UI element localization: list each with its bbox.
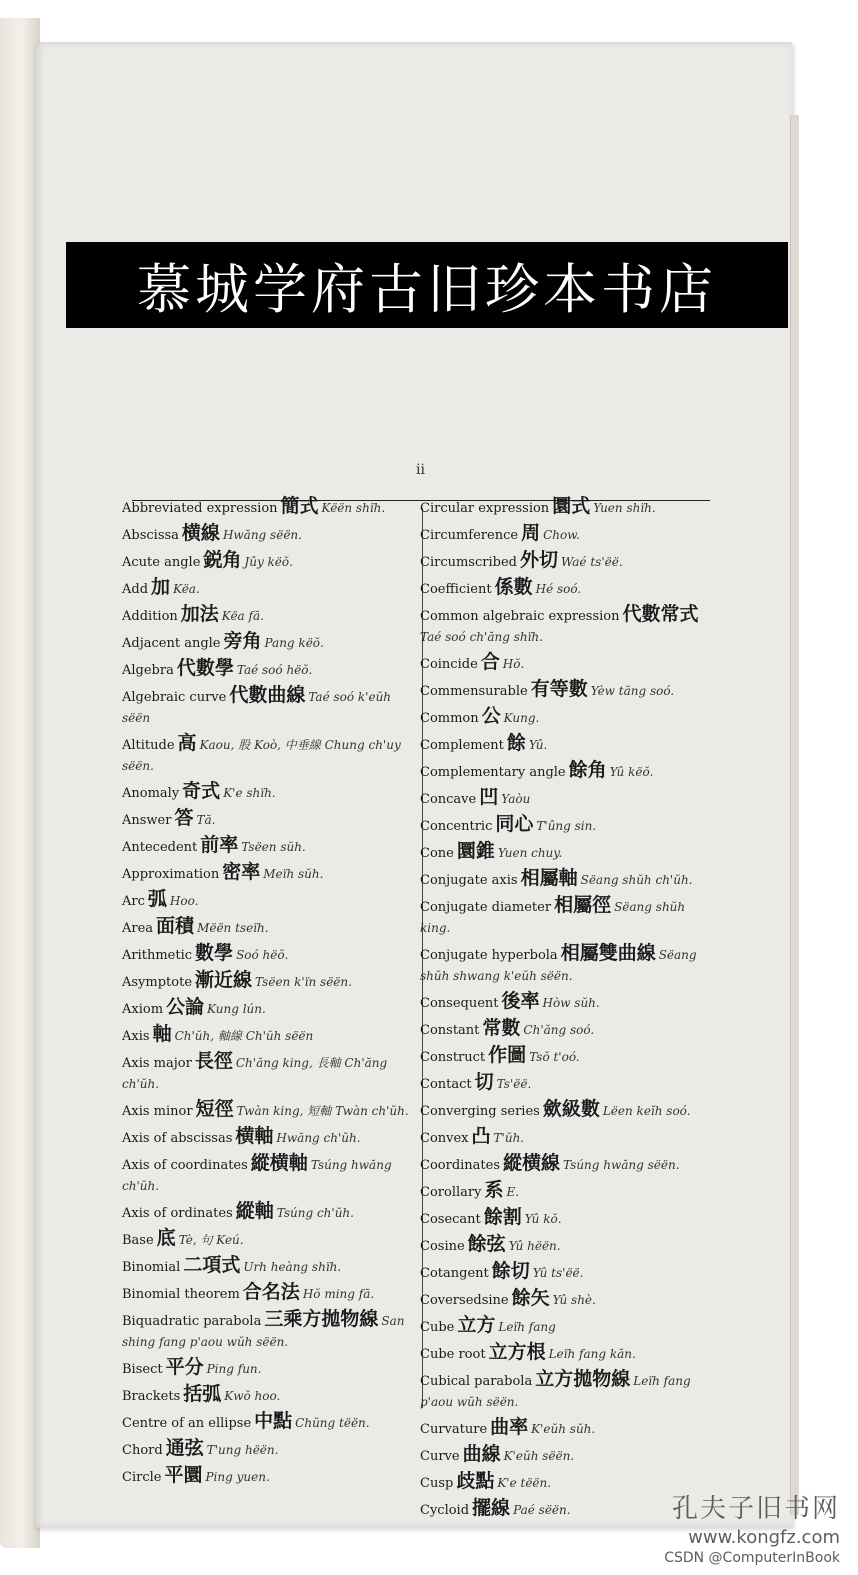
entry-chinese: 曲率 [490, 1416, 529, 1438]
glossary-entry [420, 731, 715, 758]
entry-english: Add [122, 582, 149, 597]
entry-romanization: Tsëen sŭh. [241, 840, 306, 854]
glossary-entry [122, 1280, 422, 1307]
entry-chinese: 切 [474, 1071, 494, 1093]
entry-chinese: 餘弦 [467, 1233, 506, 1255]
entry-chinese: 相屬雙曲線 [560, 942, 656, 964]
entry-romanization: Tsúng hwăng sëën. [563, 1158, 680, 1172]
glossary-entry [122, 941, 422, 968]
entry-romanization: Lëen keĭh soó. [602, 1104, 691, 1118]
entry-chinese: 餘 [506, 732, 526, 754]
entry-romanization: Chow. [543, 528, 580, 542]
glossary-entry [122, 1436, 422, 1463]
glossary-entry [122, 1124, 422, 1151]
entry-romanization: Tsŏ t'oó. [529, 1050, 580, 1064]
glossary-entry [420, 1259, 715, 1286]
glossary-entry [122, 1253, 422, 1280]
entry-romanization: Meïh sŭh. [263, 867, 324, 881]
glossary-left-column [122, 494, 422, 1490]
glossary-entry [122, 656, 422, 683]
entry-romanization: Tă. [196, 813, 216, 827]
entry-romanization: Sëang shŭh king. [420, 900, 686, 935]
glossary-entry [420, 989, 715, 1016]
glossary-entry [122, 806, 422, 833]
entry-romanization: K'eŭh sŭh. [531, 1422, 596, 1436]
glossary-entry [420, 1151, 715, 1178]
entry-english: Commensurable [420, 684, 528, 699]
glossary-entry [122, 914, 422, 941]
entry-chinese: 鋭角 [203, 549, 242, 571]
entry-english: Base [122, 1233, 154, 1248]
entry-chinese: 餘切 [491, 1260, 530, 1282]
entry-chinese: 代數學 [176, 657, 234, 679]
entry-english: Circle [122, 1470, 162, 1485]
entry-english: Curve [420, 1449, 460, 1464]
entry-english: Algebra [122, 663, 174, 678]
entry-english: Cycloid [420, 1503, 470, 1518]
entry-chinese: 横線 [181, 522, 220, 544]
entry-romanization: K'eŭh sëën. [503, 1449, 575, 1463]
entry-chinese: 弧 [147, 888, 167, 910]
entry-romanization: Ts'ëë. [496, 1077, 532, 1091]
glossary-entry [420, 1313, 715, 1340]
entry-english: Cusp [420, 1476, 454, 1491]
entry-romanization: Kaou, 股 Koò, 中垂線 Chung ch'uy sëën. [122, 738, 401, 773]
entry-english: Abbreviated expression [122, 501, 278, 516]
entry-english: Cube [420, 1320, 455, 1335]
entry-chinese: 短徑 [195, 1098, 234, 1120]
entry-chinese: 凹 [479, 786, 499, 808]
entry-english: Cosecant [420, 1212, 481, 1227]
entry-romanization: Hòw sŭh. [542, 996, 600, 1010]
entry-romanization: Twàn king, 短軸 Twàn ch'ŭh. [236, 1104, 409, 1118]
entry-romanization: Yû hëën. [508, 1239, 561, 1253]
glossary-entry [420, 494, 715, 521]
glossary-entry [420, 677, 715, 704]
entry-chinese: 相屬軸 [520, 867, 578, 889]
entry-romanization: San shing fang p'aou wŭh sëën. [122, 1314, 405, 1349]
shop-banner: 慕城学府古旧珍本书店 [66, 242, 788, 328]
entry-chinese: 平圜 [164, 1464, 203, 1486]
entry-chinese: 高 [177, 732, 197, 754]
entry-english: Binomial theorem [122, 1287, 240, 1302]
entry-romanization: Mëën tseïh. [197, 921, 269, 935]
entry-romanization: Leïh fang [498, 1320, 556, 1334]
glossary-entry [420, 1415, 715, 1442]
entry-chinese: 相屬徑 [554, 894, 612, 916]
entry-english: Anomaly [122, 786, 180, 801]
entry-english: Converging series [420, 1104, 540, 1119]
entry-chinese: 常數 [482, 1017, 521, 1039]
entry-chinese: 歛級數 [542, 1098, 600, 1120]
entry-romanization: Yû kŏ. [524, 1212, 562, 1226]
entry-chinese: 圜錐 [456, 840, 495, 862]
entry-english: Chord [122, 1443, 163, 1458]
entry-chinese: 餘割 [483, 1206, 522, 1228]
entry-english: Centre of an ellipse [122, 1416, 252, 1431]
entry-english: Axis of abscissas [122, 1131, 233, 1146]
glossary-entry [420, 548, 715, 575]
entry-romanization: Këa. [173, 582, 200, 596]
entry-romanization: Tsúng hwăng ch'ŭh. [122, 1158, 392, 1193]
entry-chinese: 縱横線 [503, 1152, 561, 1174]
glossary-entry [122, 1049, 422, 1097]
entry-english: Coincide [420, 657, 478, 672]
entry-romanization: Taé soó hëŏ. [236, 663, 313, 677]
entry-english: Cube root [420, 1347, 486, 1362]
entry-romanization: E. [506, 1185, 520, 1199]
entry-romanization: Yuen shïh. [593, 501, 656, 515]
entry-english: Arc [122, 894, 145, 909]
entry-romanization: Ping yuen. [205, 1470, 270, 1484]
entry-english: Complement [420, 738, 504, 753]
entry-english: Construct [420, 1050, 486, 1065]
entry-romanization: Chŭng tëën. [295, 1416, 370, 1430]
entry-chinese: 系 [484, 1179, 504, 1201]
entry-chinese: 歧點 [456, 1470, 495, 1492]
entry-chinese: 係數 [494, 576, 533, 598]
entry-english: Conjugate diameter [420, 900, 552, 915]
entry-chinese: 平分 [165, 1356, 204, 1378]
entry-romanization: T'ŭh. [493, 1131, 525, 1145]
entry-english: Complementary angle [420, 765, 566, 780]
glossary-entry [122, 1151, 422, 1199]
entry-chinese: 面積 [156, 915, 195, 937]
entry-english: Arithmetic [122, 948, 193, 963]
glossary-entry [122, 779, 422, 806]
glossary-entry [420, 866, 715, 893]
glossary-entry [420, 1340, 715, 1367]
entry-chinese: 加 [151, 576, 171, 598]
glossary-entry [420, 1232, 715, 1259]
entry-english: Bisect [122, 1362, 163, 1377]
glossary-entry [420, 1178, 715, 1205]
entry-english: Convex [420, 1131, 469, 1146]
entry-romanization: Yèw tăng soó. [590, 684, 675, 698]
entry-romanization: Hoo. [169, 894, 199, 908]
glossary-entry [122, 1382, 422, 1409]
glossary-entry [420, 602, 715, 650]
glossary-entry [122, 1226, 422, 1253]
entry-english: Circular expression [420, 501, 550, 516]
glossary-entry [420, 785, 715, 812]
glossary-entry [420, 941, 715, 989]
entry-chinese: 通弦 [165, 1437, 204, 1459]
glossary-entry [420, 1124, 715, 1151]
glossary-entry [122, 575, 422, 602]
entry-english: Constant [420, 1023, 480, 1038]
entry-chinese: 長徑 [194, 1050, 233, 1072]
entry-english: Cubical parabola [420, 1374, 533, 1389]
watermark-site-name: 孔夫子旧书网 [671, 1494, 840, 1524]
entry-romanization: Sëang shŭh shwang k'eŭh sëën. [420, 948, 697, 983]
glossary-entry [122, 1022, 422, 1049]
entry-english: Circumference [420, 528, 519, 543]
entry-chinese: 曲線 [462, 1443, 501, 1465]
entry-english: Altitude [122, 738, 175, 753]
entry-chinese: 底 [156, 1227, 176, 1249]
glossary-entry [122, 602, 422, 629]
entry-english: Conjugate axis [420, 873, 518, 888]
entry-romanization: Këën shïh. [321, 501, 386, 515]
glossary-entry [122, 995, 422, 1022]
glossary-entry [122, 731, 422, 779]
entry-romanization: K'e shïh. [223, 786, 276, 800]
entry-romanization: Waé ts'ëë. [560, 555, 623, 569]
glossary-entry [122, 887, 422, 914]
entry-english: Coefficient [420, 582, 492, 597]
entry-english: Coversedsine [420, 1293, 509, 1308]
entry-english: Cone [420, 846, 454, 861]
entry-romanization: Tsëen k'ïn sëën. [255, 975, 352, 989]
entry-english: Common algebraic expression [420, 609, 620, 624]
entry-english: Algebraic curve [122, 690, 227, 705]
entry-romanization: Hŏ ming fă. [302, 1287, 375, 1301]
glossary-entry [420, 1016, 715, 1043]
entry-english: Concentric [420, 819, 493, 834]
glossary-entry [420, 1442, 715, 1469]
glossary-entry [122, 1409, 422, 1436]
watermark [620, 1488, 840, 1566]
entry-chinese: 横軸 [235, 1125, 274, 1147]
entry-romanization: Yaòu [501, 792, 531, 806]
entry-chinese: 公 [481, 705, 501, 727]
entry-english: Axiom [122, 1002, 164, 1017]
entry-romanization: Tsúng ch'ŭh. [276, 1206, 354, 1220]
entry-romanization: Leïh fang p'aou wŭh sëën. [420, 1374, 691, 1409]
glossary-entry [122, 1307, 422, 1355]
glossary-entry [122, 1355, 422, 1382]
entry-romanization: Hé soó. [535, 582, 582, 596]
entry-chinese: 二項式 [183, 1254, 241, 1276]
entry-english: Common [420, 711, 479, 726]
entry-romanization: Pang këŏ. [264, 636, 324, 650]
glossary-entry [122, 1097, 422, 1124]
entry-chinese: 答 [174, 807, 194, 829]
entry-romanization: Yû këŏ. [609, 765, 654, 779]
entry-romanization: Kwŏ hoo. [224, 1389, 281, 1403]
entry-romanization: Soó hëŏ. [236, 948, 289, 962]
entry-english: Curvature [420, 1422, 488, 1437]
glossary-entry [122, 548, 422, 575]
glossary-entry [420, 1070, 715, 1097]
entry-romanization: Ping fun. [206, 1362, 262, 1376]
entry-chinese: 公論 [166, 996, 205, 1018]
entry-chinese: 代數常式 [622, 603, 699, 625]
glossary-entry [420, 1367, 715, 1415]
glossary-entry [420, 650, 715, 677]
entry-english: Axis [122, 1029, 150, 1044]
glossary-entry [420, 575, 715, 602]
glossary-entry [420, 1097, 715, 1124]
glossary-entry [122, 494, 422, 521]
glossary-entry [122, 629, 422, 656]
entry-chinese: 同心 [495, 813, 534, 835]
entry-chinese: 數學 [195, 942, 234, 964]
entry-english: Cotangent [420, 1266, 489, 1281]
entry-chinese: 漸近線 [195, 969, 253, 991]
entry-english: Binomial [122, 1260, 181, 1275]
glossary-entry [420, 521, 715, 548]
entry-romanization: Kung. [503, 711, 540, 725]
entry-chinese: 代數曲線 [229, 684, 306, 706]
entry-english: Axis major [122, 1056, 192, 1071]
glossary-entry [122, 833, 422, 860]
entry-chinese: 縱軸 [235, 1200, 274, 1222]
entry-romanization: Leïh fang kăn. [548, 1347, 636, 1361]
entry-english: Corollary [420, 1185, 482, 1200]
glossary-entry [122, 860, 422, 887]
glossary-entry [122, 968, 422, 995]
entry-english: Approximation [122, 867, 220, 882]
entry-romanization: Yuen chuy. [497, 846, 563, 860]
entry-chinese: 餘矢 [511, 1287, 550, 1309]
entry-romanization: T'ûng sin. [536, 819, 597, 833]
glossary-entry [420, 812, 715, 839]
entry-english: Coordinates [420, 1158, 501, 1173]
entry-english: Abscissa [122, 528, 179, 543]
glossary-entry [122, 1463, 422, 1490]
entry-chinese: 軸 [152, 1023, 172, 1045]
watermark-url: www.kongfz.com [688, 1527, 840, 1548]
glossary-entry [420, 758, 715, 785]
entry-chinese: 加法 [180, 603, 219, 625]
entry-chinese: 立方根 [488, 1341, 546, 1363]
entry-chinese: 外切 [519, 549, 558, 571]
entry-romanization: Yû ts'ëë. [532, 1266, 584, 1280]
entry-chinese: 後率 [501, 990, 540, 1012]
entry-chinese: 擺線 [472, 1497, 511, 1519]
entry-english: Axis of coordinates [122, 1158, 248, 1173]
entry-english: Contact [420, 1077, 472, 1092]
entry-english: Biquadratic parabola [122, 1314, 262, 1329]
entry-romanization: T'ung hëën. [206, 1443, 279, 1457]
entry-chinese: 旁角 [223, 630, 262, 652]
entry-chinese: 奇式 [182, 780, 221, 802]
entry-romanization: Yû. [528, 738, 548, 752]
entry-romanization: Hwăng ch'ŭh. [276, 1131, 361, 1145]
entry-english: Axis of ordinates [122, 1206, 233, 1221]
entry-chinese: 周 [521, 522, 541, 544]
entry-chinese: 合 [480, 651, 500, 673]
entry-romanization: Hŏ. [502, 657, 525, 671]
entry-romanization: Kung lún. [207, 1002, 266, 1016]
glossary-entry [420, 1043, 715, 1070]
entry-romanization: Këa fă. [221, 609, 264, 623]
entry-english: Cosine [420, 1239, 465, 1254]
entry-chinese: 餘角 [568, 759, 607, 781]
entry-chinese: 合名法 [242, 1281, 300, 1303]
entry-chinese: 三乘方拋物線 [264, 1308, 379, 1330]
entry-chinese: 前率 [200, 834, 239, 856]
glossary-entry [420, 839, 715, 866]
entry-romanization: Paé sëën. [513, 1503, 571, 1517]
entry-english: Acute angle [122, 555, 201, 570]
glossary-right-column [420, 494, 715, 1523]
entry-chinese: 立方拋物線 [535, 1368, 631, 1390]
page-edge [790, 115, 799, 1515]
entry-chinese: 立方 [457, 1314, 496, 1336]
entry-english: Circumscribed [420, 555, 517, 570]
entry-romanization: Jûy këŏ. [244, 555, 293, 569]
entry-english: Area [122, 921, 154, 936]
entry-romanization: Ch'ăng soó. [523, 1023, 595, 1037]
entry-chinese: 縱横軸 [250, 1152, 308, 1174]
entry-english: Adjacent angle [122, 636, 221, 651]
entry-chinese: 有等數 [530, 678, 588, 700]
entry-english: Axis minor [122, 1104, 193, 1119]
entry-english: Conjugate hyperbola [420, 948, 558, 963]
entry-romanization: Ch'ăng king, 長軸 Ch'ăng ch'ŭh. [122, 1056, 388, 1091]
entry-romanization: Urh heàng shïh. [243, 1260, 342, 1274]
entry-romanization: Yû shè. [552, 1293, 596, 1307]
glossary-entry [122, 1199, 422, 1226]
watermark-csdn: CSDN @ComputerInBook [664, 1550, 840, 1566]
entry-english: Concave [420, 792, 477, 807]
entry-chinese: 圜式 [552, 495, 591, 517]
page-number: ii [416, 462, 425, 478]
glossary-entry [420, 1205, 715, 1232]
glossary-entry [420, 1286, 715, 1313]
glossary-entry [420, 704, 715, 731]
entry-romanization: Tè, 句 Keú. [178, 1233, 244, 1247]
entry-english: Addition [122, 609, 178, 624]
entry-chinese: 凸 [471, 1125, 491, 1147]
entry-english: Asymptote [122, 975, 193, 990]
glossary-entry [122, 521, 422, 548]
entry-romanization: Ch'ŭh, 軸線 Ch'ŭh sëën [174, 1029, 314, 1043]
entry-romanization: Taé soó k'eŭh sëën [122, 690, 392, 725]
entry-chinese: 中點 [254, 1410, 293, 1432]
entry-romanization: Sëang shŭh ch'ŭh. [580, 873, 693, 887]
glossary-entry [420, 893, 715, 941]
entry-chinese: 簡式 [280, 495, 319, 517]
entry-romanization: Taé soó ch'ăng shïh. [420, 630, 543, 644]
entry-english: Answer [122, 813, 172, 828]
glossary-entry [122, 683, 422, 731]
entry-chinese: 括弧 [183, 1383, 222, 1405]
entry-chinese: 密率 [222, 861, 261, 883]
entry-english: Consequent [420, 996, 499, 1011]
entry-english: Antecedent [122, 840, 198, 855]
entry-english: Brackets [122, 1389, 181, 1404]
entry-chinese: 作圖 [488, 1044, 527, 1066]
entry-romanization: K'e tëën. [497, 1476, 552, 1490]
entry-romanization: Hwăng sëën. [222, 528, 302, 542]
